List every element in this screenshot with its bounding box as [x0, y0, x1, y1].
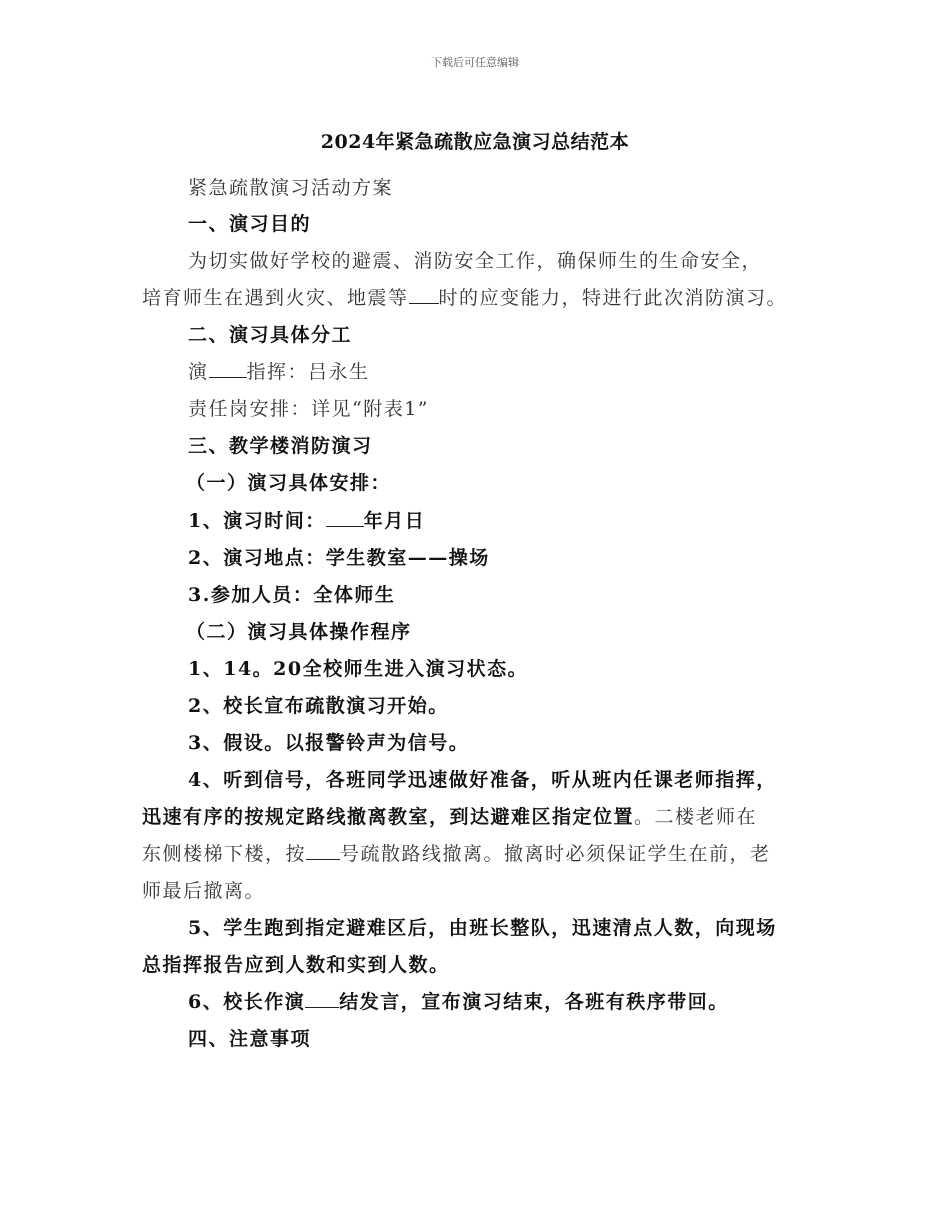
paragraph: 责任岗安排：详见“附表1” — [188, 398, 430, 420]
page-header: 下载后可任意编辑 — [431, 56, 519, 69]
paragraph: 紧急疏散演习活动方案 — [188, 177, 394, 199]
section-heading: 四、注意事项 — [188, 1028, 312, 1050]
text-segment: 。二楼老师在 — [634, 806, 758, 828]
text-segment: 演 — [188, 361, 209, 383]
list-item: 5、学生跑到指定避难区后，由班长整队，迅速清点人数，向现场 — [188, 917, 777, 939]
text-segment: 年月日 — [363, 510, 426, 532]
text-segment: 号疏散路线撤离。撤离时必须保证学生在前，老 — [340, 843, 771, 865]
fill-in-blank — [409, 285, 439, 304]
list-item: 3.参加人员：全体师生 — [188, 584, 396, 606]
document-title: 2024年紧急疏散应急演习总结范本 — [320, 131, 630, 153]
text-segment: 培育师生在遇到火灾、地震等 — [142, 287, 409, 309]
subsection-heading: （一）演习具体安排： — [186, 472, 392, 494]
list-item: 4、听到信号，各班同学迅速做好准备，听从班内任课老师指挥， — [188, 769, 777, 791]
fill-in-blank — [209, 359, 247, 378]
text-segment: 指挥：吕永生 — [246, 361, 370, 383]
paragraph — [142, 804, 757, 830]
section-heading: 一、演习目的 — [188, 213, 312, 235]
list-item — [188, 508, 425, 534]
list-item — [188, 989, 729, 1015]
subsection-heading: （二）演习具体操作程序 — [186, 621, 412, 643]
list-item: 3、假设。以报警铃声为信号。 — [188, 732, 470, 754]
paragraph: 师最后撤离。 — [142, 880, 266, 902]
paragraph: 总指挥报告应到人数和实到人数。 — [142, 954, 450, 976]
text-segment: 时的应变能力，特进行此次消防演习。 — [438, 287, 788, 309]
list-item: 1、14。20全校师生进入演习状态。 — [188, 658, 529, 680]
fill-in-blank — [305, 989, 339, 1008]
fill-in-blank — [306, 841, 340, 860]
paragraph: 为切实做好学校的避震、消防安全工作，确保师生的生命安全， — [188, 250, 763, 272]
paragraph — [142, 841, 771, 867]
section-heading: 三、教学楼消防演习 — [188, 435, 373, 457]
text-segment: 结发言，宣布演习结束，各班有秩序带回。 — [339, 991, 729, 1013]
text-segment: 迅速有序的按规定路线撤离教室，到达避难区指定位置 — [142, 806, 635, 828]
section-heading: 二、演习具体分工 — [188, 324, 353, 346]
list-item: 2、校长宣布疏散演习开始。 — [188, 695, 449, 717]
text-segment: 东侧楼梯下楼，按 — [142, 843, 307, 865]
fill-in-blank — [326, 508, 364, 527]
text-segment: 6、校长作演 — [188, 991, 306, 1013]
list-item: 2、演习地点：学生教室——操场 — [188, 547, 490, 569]
text-segment: 1、演习时间： — [188, 510, 326, 532]
paragraph — [188, 359, 370, 385]
paragraph — [142, 285, 787, 311]
